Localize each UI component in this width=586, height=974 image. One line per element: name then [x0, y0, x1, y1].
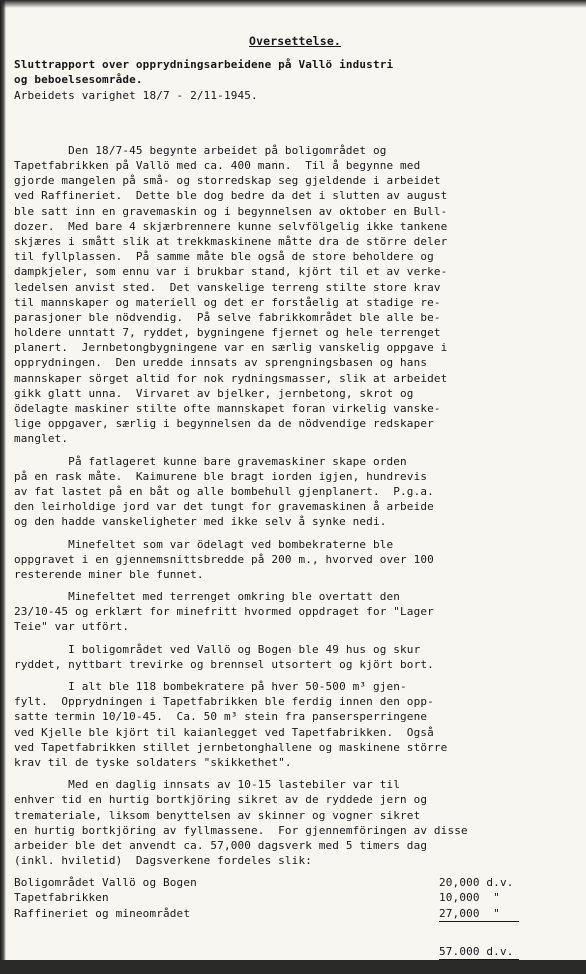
report-paragraph — [14, 679, 576, 770]
heading-line: og beboelsesområde. — [14, 73, 143, 87]
text-line: ryddet, nyttbart trevirke og brennsel utsortert og kjört bort. — [14, 657, 434, 671]
text-line: dozer. Med bare 4 skjærbrennere kunne selvfölgelig ikke tankene — [14, 219, 448, 233]
total-value: 57.000 d.v. — [439, 944, 519, 960]
text-line: ved Kjelle ble kjört til kaianlegget ved Tapetfabrikken. Også — [14, 725, 434, 739]
text-line: I boligområdet ved Vallö og Bogen ble 49 hus og skur — [14, 642, 421, 656]
text-line: til mannskaper og materiell og det er forståelig at stadige re- — [14, 295, 441, 309]
tally-value: 27,000 " — [439, 906, 519, 922]
text-line: 23/10-45 og erklært for minefritt hvormed oppdraget for "Lager — [14, 605, 434, 619]
text-line: I alt ble 118 bombekratere på hver 50-500 m³ gjen- — [14, 680, 407, 693]
tally-row — [14, 875, 576, 890]
text-line: oppgravet i en gjennemsnittsbredde på 200 m., hvorved over 100 — [14, 552, 434, 566]
text-line: Teie" var utfört. — [14, 620, 130, 634]
tally-label: Raffineriet og mineområdet — [14, 906, 191, 920]
text-line: mannskaper sörget altid for nok rydningsmasser, slik at arbeidet — [14, 371, 448, 385]
tally-value: 10,000 " — [439, 891, 500, 905]
text-line: enhver tid en hurtig bortkjöring sikret av de ryddede jern og — [14, 793, 428, 807]
text-line: den leirholdige jord var det tungt for gravemaskinen å arbeide — [14, 500, 434, 514]
report-paragraph — [14, 589, 576, 635]
page-shadow-left — [0, 0, 6, 960]
text-line: på en rask måte. Kaimurene ble bragt iorden igjen, hundrevis — [14, 469, 428, 483]
text-line: ödelagte maskiner stilte ofte mannskapet foran virkelig vanske- — [14, 402, 441, 415]
text-line: Med en daglig innsats av 10-15 lastebiler var til — [14, 778, 401, 792]
text-line: parasjoner ble nödvendig. På selve fabrikkområdet ble alle be- — [14, 310, 441, 324]
text-line: av fat lastet på en båt og alle bombehull gjenplanert. P.g.a. — [14, 484, 434, 498]
work-duration: Arbeidets varighet 18/7 - 2/11-1945. — [14, 88, 258, 102]
text-line: satte termin 10/10-45. Ca. 50 m³ stein fra pansersperringene — [14, 710, 428, 724]
text-line: krav til de tyske soldaters "skikkethet". — [14, 755, 292, 769]
report-paragraph — [14, 642, 576, 672]
text-line: Tapetfabrikken på Vallö med ca. 400 mann. Til å begynne med — [14, 159, 421, 172]
text-line: ved Raffineriet. Dette ble dog bedre da det i slutten av august — [14, 189, 448, 203]
tally-label: Tapetfabrikken — [14, 891, 109, 905]
text-line: opprydningen. Den uredde innsats av sprengningsbasen og hans — [14, 356, 428, 370]
text-line: ledelsen anvist sted. Det vanskelige terreng stilte store krav — [14, 280, 441, 294]
text-line: skjæres i smått slik at trekkmaskinene måtte dra de större deler — [14, 234, 448, 248]
document-body — [14, 34, 576, 959]
workday-total — [14, 929, 576, 959]
text-line: På fatlageret kunne bare gravemaskiner skape orden — [14, 454, 407, 468]
document-title: Oversettelse. — [249, 34, 341, 48]
tally-row — [14, 890, 576, 905]
tally-row — [14, 906, 576, 921]
page-shadow-top — [0, 0, 586, 8]
text-line: planert. Jernbetongbygningene var en særlig vanskelig oppgave i — [14, 341, 448, 355]
text-line: arbeider ble det anvendt ca. 57,000 dagsverk med 5 timers dag — [14, 838, 428, 852]
report-paragraph — [14, 777, 576, 868]
report-paragraph — [14, 143, 576, 447]
text-line: gjorde mangelen på små- og storredskap seg gjeldende i arbeidet — [14, 174, 441, 188]
text-line: ble satt inn en gravemaskin og i begynnelsen av oktober en Bull- — [14, 204, 448, 218]
text-line: til fyllplassen. På samme måte ble også de store beholdere og — [14, 250, 434, 264]
text-line: dampkjeler, som ennu var i brukbar stand, kjört til et av verke- — [14, 265, 448, 279]
text-line: tremateriale, liksom benyttelsen av skinner og vogner sikret — [14, 808, 421, 822]
workday-tally — [14, 875, 576, 921]
text-line: ved Tapetfabrikken stillet jernbetonghallene og maskinene större — [14, 740, 448, 754]
tally-value: 20,000 d.v. — [439, 876, 514, 890]
text-line: fylt. Opprydningen i Tapetfabrikken ble ferdig innen den opp- — [14, 695, 434, 709]
text-line: Den 18/7-45 begynte arbeidet på boligområdet og — [14, 143, 387, 157]
text-line: en hurtig bortkjöring av fyllmassene. For gjennemföringen av disse — [14, 823, 468, 837]
document-heading — [14, 57, 576, 87]
report-paragraph — [14, 454, 576, 530]
text-line: Minefeltet som var ödelagt ved bombekraterne ble — [14, 537, 394, 551]
text-line: holdere unntatt 7, ryddet, bygningene fjernet og hele terrenget — [14, 326, 441, 340]
text-line: Minefeltet med terrenget omkring ble overtatt den — [14, 590, 401, 604]
text-line: og den hadde vanskeligheter med ikke selv å synke nedi. — [14, 515, 387, 529]
text-line: manglet. — [14, 432, 69, 446]
report-paragraphs — [14, 143, 576, 868]
report-paragraph — [14, 537, 576, 583]
text-line: (inkl. hviletid) Dagsverkene fordeles slik: — [14, 854, 312, 868]
text-line: lige oppgaver, særlig i begynnelsen da de nödvendige redskaper — [14, 417, 434, 431]
text-line: resterende miner ble funnet. — [14, 567, 204, 581]
tally-label: Boligområdet Vallö og Bogen — [14, 876, 197, 890]
heading-line: Sluttrapport over opprydningsarbeidene på Vallö industri — [14, 58, 394, 72]
text-line: gikk glatt unna. Virvaret av bjelker, jernbetong, skrot og — [14, 386, 414, 400]
